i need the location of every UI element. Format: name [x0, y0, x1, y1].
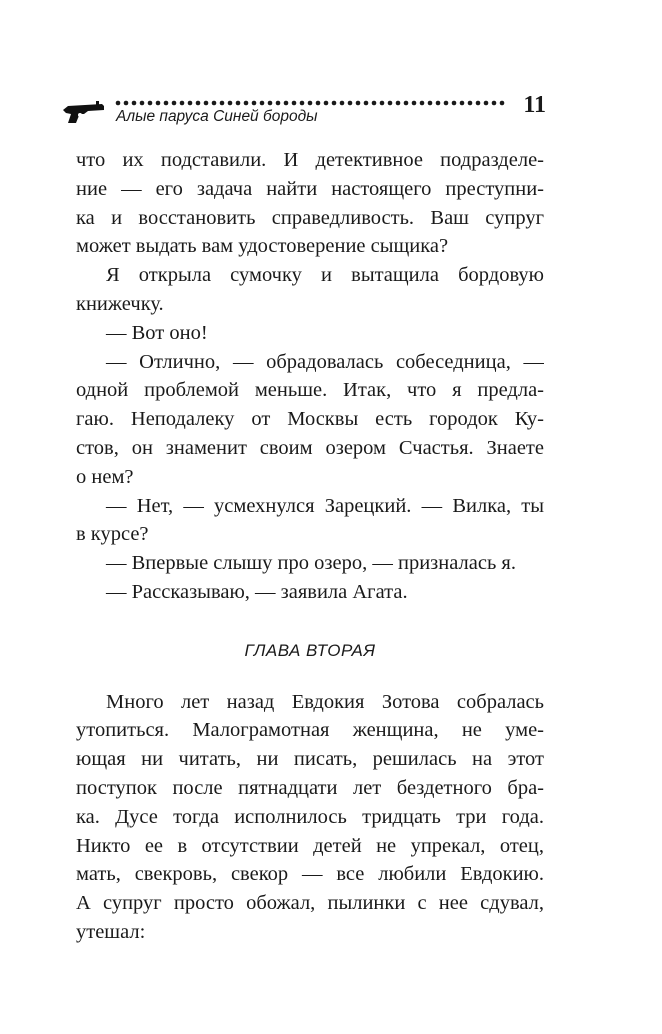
text-line: гаю. Неподалеку от Москвы есть городок Ку- [76, 408, 544, 431]
paragraph [76, 261, 544, 319]
paragraph [76, 688, 544, 947]
text-line: мать, свекровь, свекор — все любили Евдокию. [76, 863, 544, 886]
text-line: поступок после пятнадцати лет бездетного бра- [76, 776, 544, 799]
text-line: ющая ни читать, ни писать, решилась на этот [76, 748, 544, 771]
text-line: ка. Дусе тогда исполнилось тридцать три года. [76, 805, 544, 828]
header-dot-leader [114, 94, 506, 108]
text-line: одной проблемой меньше. Итак, что я предла- [76, 379, 544, 402]
text-line: утопиться. Малограмотная женщина, не уме- [76, 719, 544, 742]
text-line: — Рассказываю, — заявила Агата. [106, 580, 408, 603]
text-line: Много лет назад Евдокия Зотова собралась [106, 690, 544, 713]
text-line: — Вот оно! [106, 321, 208, 344]
page-number: 11 [523, 92, 546, 118]
text-line: А супруг просто обожал, пылинки с нее сдувал, [76, 892, 544, 915]
paragraph [76, 492, 544, 550]
text-line: — Отлично, — обрадовалась собеседница, — [106, 350, 544, 373]
text-line: что их подставили. И детективное подразделе- [76, 149, 544, 171]
revolver-icon [62, 98, 106, 124]
text-line: — Впервые слышу про озеро, — призналась я. [106, 552, 516, 575]
text-line: утешал: [76, 920, 146, 943]
text-line: ка и восстановить справедливость. Ваш супруг [76, 206, 544, 229]
paragraph [76, 319, 544, 348]
text-line: о нем? [76, 465, 134, 488]
paragraph [76, 348, 544, 492]
paragraph [76, 578, 544, 607]
running-title: Алые паруса Синей бороды [116, 108, 318, 125]
text-line: может выдать вам удостоверение сыщика? [76, 235, 449, 258]
text-line: Никто ее в отсутствии детей не упрекал, отец, [76, 834, 544, 857]
page-body [76, 146, 544, 947]
text-line: книжечку. [76, 292, 164, 315]
chapter-title: ГЛАВА ВТОРАЯ [244, 640, 376, 660]
text-line: стов, он знаменит своим озером Счастья. Знаете [76, 436, 544, 459]
text-line: в курсе? [76, 523, 149, 546]
text-line: Я открыла сумочку и вытащила бордовую [106, 264, 544, 287]
text-line: ние — его задача найти настоящего преступни- [76, 177, 544, 200]
text-line: — Нет, — усмехнулся Зарецкий. — Вилка, ты [106, 494, 544, 517]
paragraph [76, 146, 544, 261]
page-header [62, 94, 546, 130]
paragraph [76, 549, 544, 578]
